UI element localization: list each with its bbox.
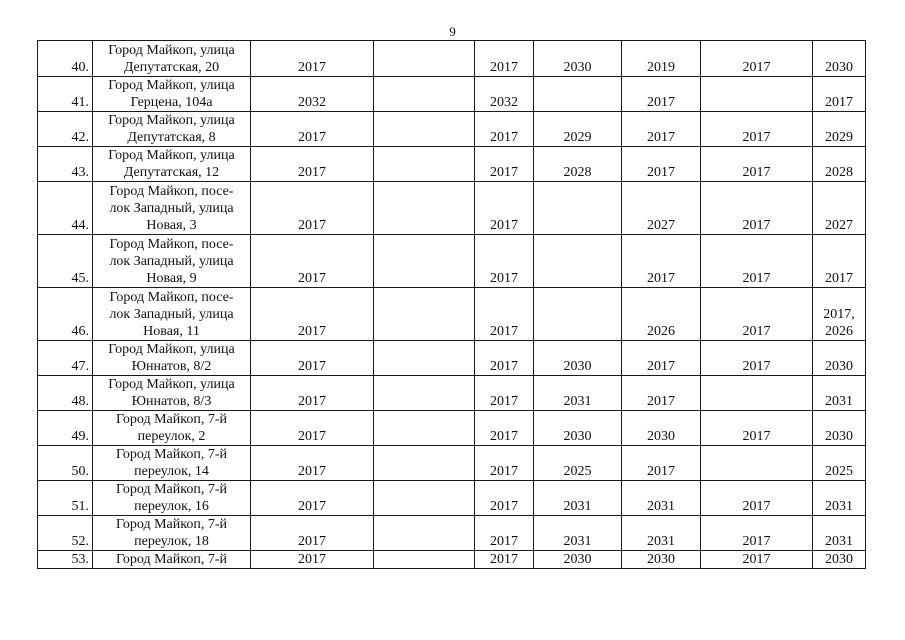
address-cell xyxy=(93,112,251,147)
row-number: 42. xyxy=(38,112,93,147)
address-cell xyxy=(93,411,251,446)
year-cell-c6 xyxy=(701,77,813,112)
year-cell-c2 xyxy=(374,446,475,481)
row-number: 53. xyxy=(38,551,93,569)
address-cell xyxy=(93,77,251,112)
address-line: Город Майкоп, улица xyxy=(108,342,235,357)
year-cell-c7: 2028 xyxy=(813,147,866,182)
year-cell-c2 xyxy=(374,411,475,446)
year-cell-c6: 2017 xyxy=(701,235,813,288)
year-cell-c1: 2017 xyxy=(251,41,374,77)
year-cell-c3: 2017 xyxy=(475,481,534,516)
year-cell-c7: 2025 xyxy=(813,446,866,481)
year-cell-c7: 2030 xyxy=(813,411,866,446)
address-line: Депутатская, 20 xyxy=(123,60,220,75)
table-row xyxy=(38,481,866,516)
address-line: Город Майкоп, улица xyxy=(108,377,235,392)
row-number: 52. xyxy=(38,516,93,551)
year-cell-c5: 2030 xyxy=(622,551,701,569)
table-row xyxy=(38,41,866,77)
table-row xyxy=(38,551,866,569)
year-cell-c4 xyxy=(534,182,622,235)
year-cell-c3: 2017 xyxy=(475,235,534,288)
year-cell-c1: 2017 xyxy=(251,411,374,446)
table-row xyxy=(38,446,866,481)
address-cell xyxy=(93,516,251,551)
year-cell-c2 xyxy=(374,288,475,341)
table-row xyxy=(38,77,866,112)
year-cell-c2 xyxy=(374,341,475,376)
table-row xyxy=(38,147,866,182)
address-cell xyxy=(93,341,251,376)
address-line: лок Западный, улица xyxy=(109,201,234,216)
year-cell-c5: 2017 xyxy=(622,341,701,376)
address-line: переулок, 2 xyxy=(137,429,206,444)
row-number: 44. xyxy=(38,182,93,235)
year-cell-c6 xyxy=(701,376,813,411)
year-cell-c4: 2031 xyxy=(534,481,622,516)
address-line: переулок, 16 xyxy=(134,499,209,514)
year-cell-c2 xyxy=(374,41,475,77)
year-cell-c3: 2017 xyxy=(475,376,534,411)
year-cell-c5: 2030 xyxy=(622,411,701,446)
year-cell-c4 xyxy=(534,77,622,112)
year-cell-c7: 2029 xyxy=(813,112,866,147)
year-cell-c3: 2032 xyxy=(475,77,534,112)
address-line: Город Майкоп, посе- xyxy=(109,290,234,305)
address-line: Город Майкоп, 7-й xyxy=(116,412,227,427)
address-line: Депутатская, 12 xyxy=(123,165,220,180)
row-number: 43. xyxy=(38,147,93,182)
year-cell-c7 xyxy=(813,288,866,341)
year-cell-c7: 2017 xyxy=(813,235,866,288)
year-cell-c6: 2017 xyxy=(701,481,813,516)
year-cell-c6: 2017 xyxy=(701,112,813,147)
address-line: Город Майкоп, посе- xyxy=(109,184,234,199)
year-cell-c6: 2017 xyxy=(701,41,813,77)
address-line: Город Майкоп, улица xyxy=(108,43,235,58)
address-cell xyxy=(93,288,251,341)
year-cell-c3: 2017 xyxy=(475,411,534,446)
row-number: 50. xyxy=(38,446,93,481)
year-cell-c1: 2017 xyxy=(251,235,374,288)
year-cell-c1: 2017 xyxy=(251,446,374,481)
address-cell xyxy=(93,376,251,411)
year-cell-c3: 2017 xyxy=(475,41,534,77)
table-row xyxy=(38,341,866,376)
address-line: лок Западный, улица xyxy=(109,254,234,269)
year-cell-c2 xyxy=(374,112,475,147)
address-line: Город Майкоп, улица xyxy=(108,113,235,128)
year-cell-c7: 2030 xyxy=(813,41,866,77)
year-cell-c1: 2017 xyxy=(251,288,374,341)
year-cell-c7: 2017 xyxy=(813,77,866,112)
year-cell-c2 xyxy=(374,235,475,288)
year-cell-c7: 2031 xyxy=(813,516,866,551)
table-body xyxy=(38,41,866,569)
year-cell-c4: 2028 xyxy=(534,147,622,182)
year-cell-c6: 2017 xyxy=(701,147,813,182)
year-cell-c2 xyxy=(374,182,475,235)
year-cell-c5: 2017 xyxy=(622,147,701,182)
year-cell-c5: 2026 xyxy=(622,288,701,341)
year-cell-c4: 2030 xyxy=(534,341,622,376)
year-cell-c2 xyxy=(374,376,475,411)
year-cell-c3: 2017 xyxy=(475,516,534,551)
row-number: 41. xyxy=(38,77,93,112)
year-cell-c4: 2031 xyxy=(534,516,622,551)
address-cell xyxy=(93,446,251,481)
year-cell-c4: 2025 xyxy=(534,446,622,481)
row-number: 46. xyxy=(38,288,93,341)
year-cell-c1: 2017 xyxy=(251,551,374,569)
address-line: Город Майкоп, 7-й xyxy=(116,517,227,532)
year-cell-c7: 2030 xyxy=(813,341,866,376)
table-row xyxy=(38,288,866,341)
year-cell-c6 xyxy=(701,446,813,481)
address-cell xyxy=(93,147,251,182)
year-cell-c2 xyxy=(374,551,475,569)
address-line: Депутатская, 8 xyxy=(127,130,216,145)
year-line: 2017, xyxy=(823,307,855,322)
address-line: Город Майкоп, улица xyxy=(108,148,235,163)
year-cell-c4: 2031 xyxy=(534,376,622,411)
year-cell-c2 xyxy=(374,481,475,516)
year-cell-c3: 2017 xyxy=(475,288,534,341)
year-cell-c3: 2017 xyxy=(475,147,534,182)
address-line: переулок, 18 xyxy=(134,534,209,549)
year-cell-c6: 2017 xyxy=(701,551,813,569)
year-cell-c6: 2017 xyxy=(701,341,813,376)
address-cell xyxy=(93,182,251,235)
address-line: Юннатов, 8/2 xyxy=(131,359,212,374)
year-cell-c5: 2027 xyxy=(622,182,701,235)
year-cell-c2 xyxy=(374,77,475,112)
year-cell-c5: 2017 xyxy=(622,112,701,147)
year-cell-c1: 2017 xyxy=(251,481,374,516)
table-row xyxy=(38,112,866,147)
year-cell-c6: 2017 xyxy=(701,411,813,446)
address-cell xyxy=(93,551,251,569)
row-number: 40. xyxy=(38,41,93,77)
row-number: 51. xyxy=(38,481,93,516)
year-cell-c7: 2030 xyxy=(813,551,866,569)
table-row xyxy=(38,376,866,411)
year-cell-c3: 2017 xyxy=(475,551,534,569)
year-cell-c1: 2017 xyxy=(251,182,374,235)
address-line: Город Майкоп, 7-й xyxy=(116,447,227,462)
row-number: 45. xyxy=(38,235,93,288)
address-line: Новая, 11 xyxy=(143,324,200,339)
year-cell-c3: 2017 xyxy=(475,182,534,235)
address-line: Герцена, 104а xyxy=(130,95,213,110)
address-cell xyxy=(93,41,251,77)
year-cell-c5: 2017 xyxy=(622,376,701,411)
year-cell-c5: 2017 xyxy=(622,446,701,481)
year-cell-c3: 2017 xyxy=(475,341,534,376)
table-row xyxy=(38,235,866,288)
year-cell-c5: 2031 xyxy=(622,481,701,516)
year-cell-c1: 2017 xyxy=(251,376,374,411)
address-line: Новая, 3 xyxy=(146,218,197,233)
year-cell-c5: 2017 xyxy=(622,235,701,288)
year-cell-c4: 2029 xyxy=(534,112,622,147)
year-cell-c2 xyxy=(374,516,475,551)
address-line: Город Майкоп, посе- xyxy=(109,237,234,252)
address-line: Новая, 9 xyxy=(146,271,197,286)
address-cell xyxy=(93,481,251,516)
row-number: 49. xyxy=(38,411,93,446)
year-cell-c6: 2017 xyxy=(701,288,813,341)
year-cell-c5: 2019 xyxy=(622,41,701,77)
year-cell-c1: 2017 xyxy=(251,112,374,147)
address-line: лок Западный, улица xyxy=(109,307,234,322)
year-cell-c1: 2017 xyxy=(251,341,374,376)
row-number: 48. xyxy=(38,376,93,411)
page-number: 9 xyxy=(449,24,456,39)
year-cell-c5: 2017 xyxy=(622,77,701,112)
table-row xyxy=(38,516,866,551)
year-cell-c6: 2017 xyxy=(701,182,813,235)
year-cell-c4 xyxy=(534,235,622,288)
row-number: 47. xyxy=(38,341,93,376)
address-line: Юннатов, 8/3 xyxy=(131,394,212,409)
year-cell-c4 xyxy=(534,288,622,341)
address-line: переулок, 14 xyxy=(134,464,209,479)
table-row xyxy=(38,411,866,446)
address-line: Город Майкоп, улица xyxy=(108,78,235,93)
year-cell-c7: 2031 xyxy=(813,481,866,516)
address-line: Город Майкоп, 7-й xyxy=(116,482,227,497)
year-line: 2026 xyxy=(825,324,853,339)
year-cell-c4: 2030 xyxy=(534,41,622,77)
address-cell xyxy=(93,235,251,288)
year-cell-c7: 2027 xyxy=(813,182,866,235)
housing-schedule-table xyxy=(37,40,866,569)
year-cell-c7: 2031 xyxy=(813,376,866,411)
year-cell-c5: 2031 xyxy=(622,516,701,551)
year-cell-c1: 2017 xyxy=(251,516,374,551)
year-cell-c1: 2032 xyxy=(251,77,374,112)
year-cell-c6: 2017 xyxy=(701,516,813,551)
year-cell-c4: 2030 xyxy=(534,411,622,446)
year-cell-c2 xyxy=(374,147,475,182)
year-cell-c1: 2017 xyxy=(251,147,374,182)
year-cell-c4: 2030 xyxy=(534,551,622,569)
year-cell-c3: 2017 xyxy=(475,446,534,481)
year-cell-c3: 2017 xyxy=(475,112,534,147)
table-row xyxy=(38,182,866,235)
address-line: Город Майкоп, 7-й xyxy=(116,552,227,567)
